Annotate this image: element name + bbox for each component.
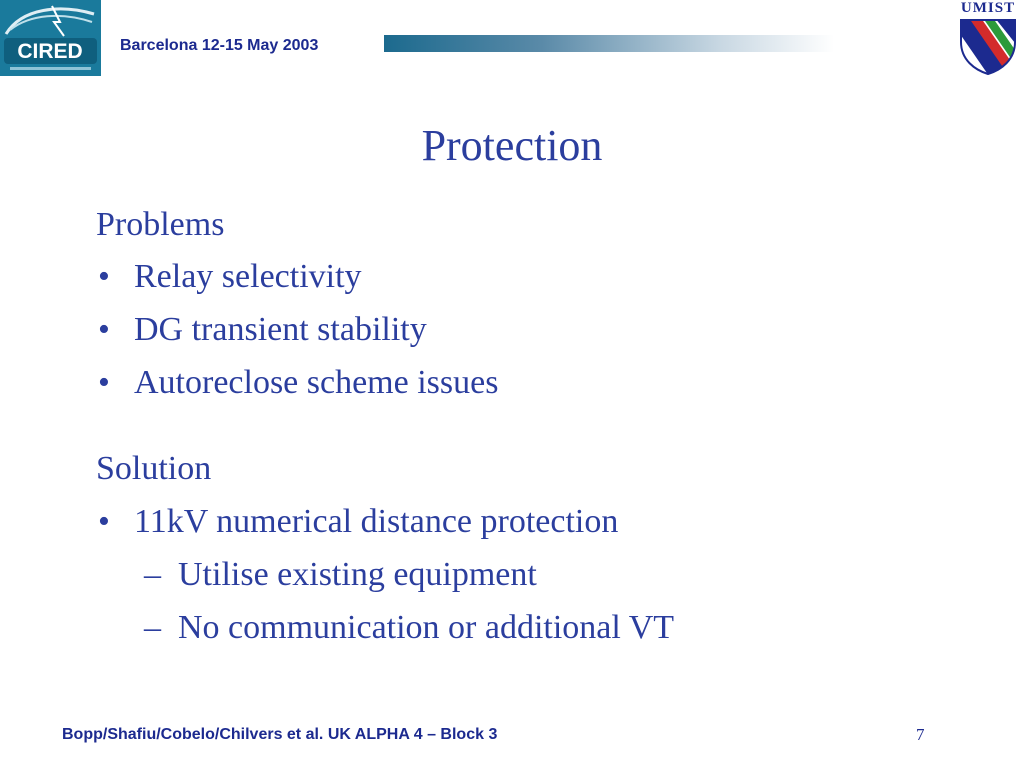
umist-logo-word: UMIST [960,0,1016,16]
slide-title: Protection [421,121,603,170]
bullet-marker: • [98,364,110,401]
sub-bullet-text: No communication or additional VT [178,609,675,646]
shield-icon [959,18,1017,76]
dash-marker: – [144,609,161,646]
cired-logo [0,0,101,76]
bullet-text: 11kV numerical distance protection [134,503,619,540]
bullet-marker: • [98,503,110,540]
bullet-text: DG transient stability [134,311,427,348]
bullet-marker: • [98,311,110,348]
page-number: 7 [916,725,925,744]
bullet-marker: • [98,258,110,295]
sub-bullet-text: Utilise existing equipment [178,556,537,593]
solution-heading: Solution [96,450,212,487]
cired-logo-word: CIRED [17,40,83,63]
bullet-text: Autoreclose scheme issues [134,364,499,401]
problems-heading: Problems [96,206,225,243]
event-header: Barcelona 12-15 May 2003 [120,37,319,54]
dash-marker: – [144,556,161,593]
header-gradient-bar [384,35,834,52]
footer-authors: Bopp/Shafiu/Cobelo/Chilvers et al. UK ALPHA 4 – Block 3 [62,726,498,743]
bullet-text: Relay selectivity [134,258,362,295]
umist-logo [952,0,1024,80]
